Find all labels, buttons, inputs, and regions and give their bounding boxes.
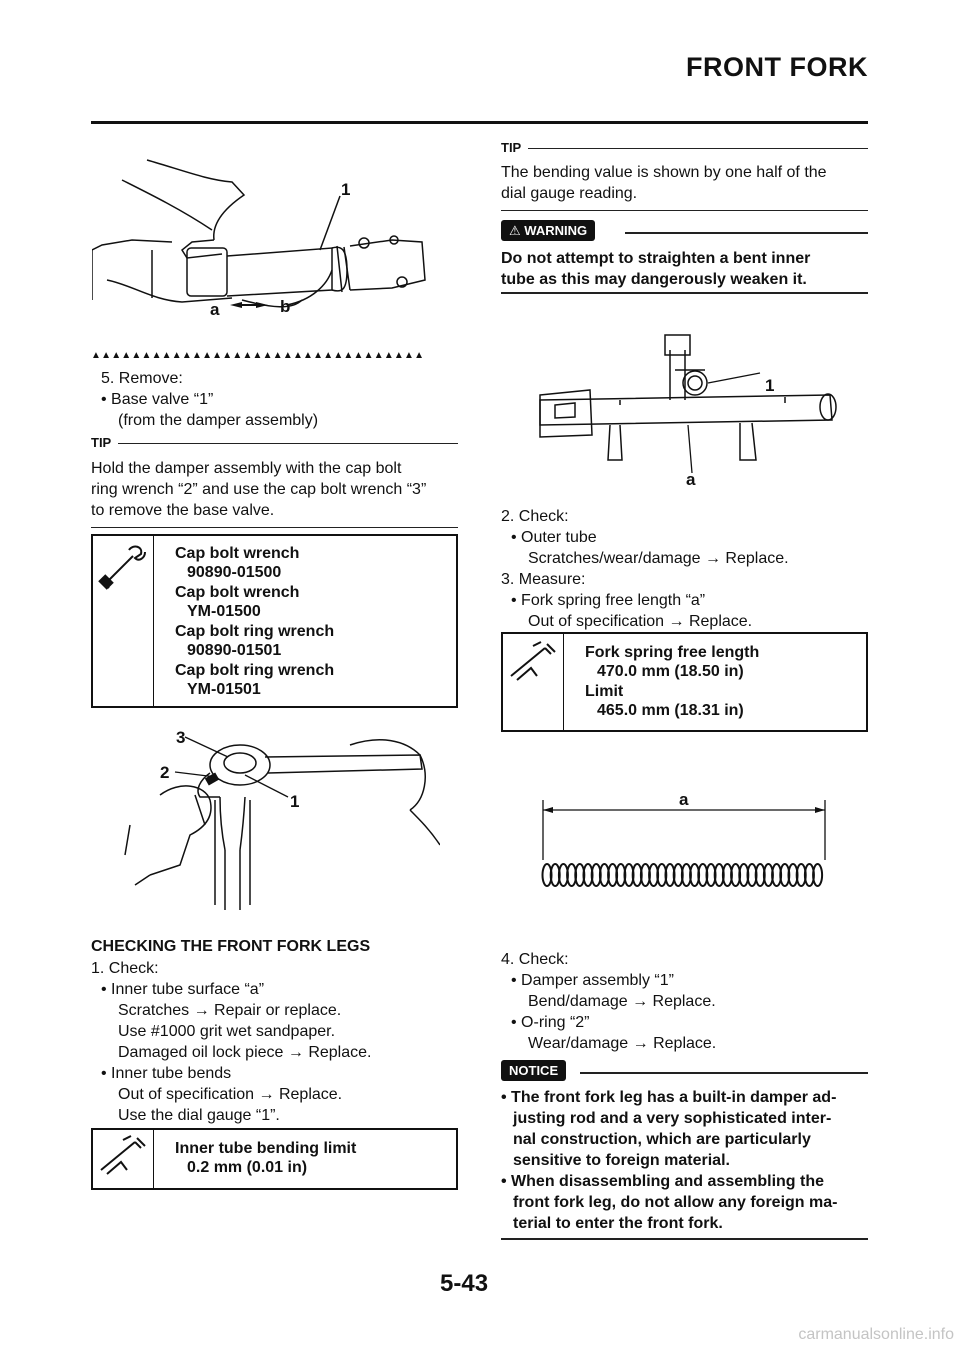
caliper-icon [93,1130,153,1188]
check-4-line-2: Wear/damage → Replace. [528,1035,717,1052]
step-5-bullet: • Base valve “1” [101,391,214,408]
tip-text-left-2: ring wrench “2” and use the cap bolt wrench “3” [91,481,427,498]
notice-text-3: nal construction, which are particularly [513,1131,811,1148]
fig2-label-2: 2 [160,763,170,782]
check-2-line-1: Scratches/wear/damage → Replace. [528,550,789,567]
spring-spec-value: 470.0 mm (18.50 in) [597,663,744,680]
spring-spec-title: Fork spring free length [585,644,760,661]
tool-line-4: YM-01500 [187,603,261,620]
check-1-line-2: Use #1000 grit wet sandpaper. [118,1023,336,1040]
check-2-bullet: • Outer tube [511,529,597,546]
spec-icon-cell [93,1130,154,1188]
warning-label: WARNING [524,223,588,238]
spring-spec-limit-label: Limit [585,683,624,700]
tool-line-7: Cap bolt ring wrench [175,662,335,679]
notice-text-6: front fork leg, do not allow any foreign ma- [513,1194,838,1211]
fig1-label-a: a [210,300,220,319]
notice-text-2: justing rod and a very sophisticated inter- [513,1110,832,1127]
section-heading-checking: CHECKING THE FRONT FORK LEGS [91,938,371,955]
tool-line-6: 90890-01501 [187,642,282,659]
fig1-label-1: 1 [341,180,351,199]
fig1-label-b: b [280,297,291,316]
warning-end-rule [501,292,868,294]
tip-label-right: TIP [501,140,522,155]
spring-spec-limit-value: 465.0 mm (18.31 in) [597,702,744,719]
fig3-label-a: a [686,470,696,489]
inner-tube-spec-value: 0.2 mm (0.01 in) [187,1159,308,1176]
check-4-bullet-1: • Damper assembly “1” [511,972,674,989]
warning-text-2: tube as this may dangerously weaken it. [501,271,807,288]
spring-spec-icon-cell [503,634,564,730]
notice-label: NOTICE [501,1060,566,1081]
notice-text-1: • The front fork leg has a built-in damper ad- [501,1089,837,1106]
notice-text-4: sensitive to foreign material. [513,1152,730,1169]
warning-text-1: Do not attempt to straighten a bent inner [501,250,811,267]
tip-text-left-1: Hold the damper assembly with the cap bolt [91,460,402,477]
check-1-line-5: Use the dial gauge “1”. [118,1107,280,1124]
section-end-marker: ▲▲▲▲▲▲▲▲▲▲▲▲▲▲▲▲▲▲▲▲▲▲▲▲▲▲▲▲▲▲▲▲▲ [91,351,425,361]
warning-icon: ⚠ [509,223,521,238]
tip-end-rule-right [501,210,868,211]
fork-spring-spec-box [501,632,868,732]
tool-line-8: YM-01501 [187,681,261,698]
step-5-sub: (from the damper assembly) [118,412,319,429]
inner-tube-spec-title: Inner tube bending limit [175,1140,357,1157]
figure-remove-base-valve [92,150,452,330]
watermark: carmanualsonline.info [798,1326,954,1343]
page-title: FRONT FORK [686,52,868,82]
tip-text-right-1: The bending value is shown by one half of the [501,164,827,181]
warning-badge-inner [501,220,595,241]
check-1-line-1: Scratches → Repair or replace. [118,1002,342,1019]
tip-text-right-2: dial gauge reading. [501,185,638,202]
page-number: 5-43 [440,1270,489,1297]
fig4-label-a: a [679,790,689,809]
notice-rule [580,1072,868,1074]
tool-line-3: Cap bolt wrench [175,584,300,601]
check-1: 1. Check: [91,960,159,977]
notice-text-7: terial to enter the front fork. [513,1215,723,1232]
check-1-line-4: Out of specification → Replace. [118,1086,343,1103]
tip-label-left: TIP [91,435,112,450]
step-5-remove: 5. Remove: [101,370,183,387]
inner-tube-spec-box [91,1128,458,1190]
notice-end-rule [501,1238,868,1240]
check-2: 2. Check: [501,508,569,525]
wrench-icon [93,536,153,596]
check-4-line-1: Bend/damage → Replace. [528,993,716,1010]
figure-cap-bolt-wrench [120,725,440,915]
check-4-bullet-2: • O-ring “2” [511,1014,590,1031]
check-1-bullet-2: • Inner tube bends [101,1065,232,1082]
tip-rule-left [118,443,458,444]
fig2-label-1: 1 [290,792,300,811]
check-1-bullet-1: • Inner tube surface “a” [101,981,265,998]
fig3-label-1: 1 [765,376,775,395]
tool-cell [93,536,154,706]
caliper-icon [503,634,563,694]
check-1-line-3: Damaged oil lock piece → Replace. [118,1044,372,1061]
tool-line-2: 90890-01500 [187,564,282,581]
measure-3: 3. Measure: [501,571,586,588]
tip-end-rule-left [91,527,458,528]
notice-badge [501,1062,566,1080]
warning-rule [625,232,868,234]
fig2-label-3: 3 [176,728,186,747]
measure-3-bullet: • Fork spring free length “a” [511,592,706,609]
check-4: 4. Check: [501,951,569,968]
tool-line-5: Cap bolt ring wrench [175,623,335,640]
warning-badge [501,222,595,240]
header-rule [91,121,868,124]
measure-3-line-1: Out of specification → Replace. [528,613,753,630]
notice-text-5: • When disassembling and assembling the [501,1173,824,1190]
tip-text-left-3: to remove the base valve. [91,502,275,519]
tool-line-1: Cap bolt wrench [175,545,300,562]
tool-spec-box [91,534,458,708]
tip-rule-right [528,148,868,149]
